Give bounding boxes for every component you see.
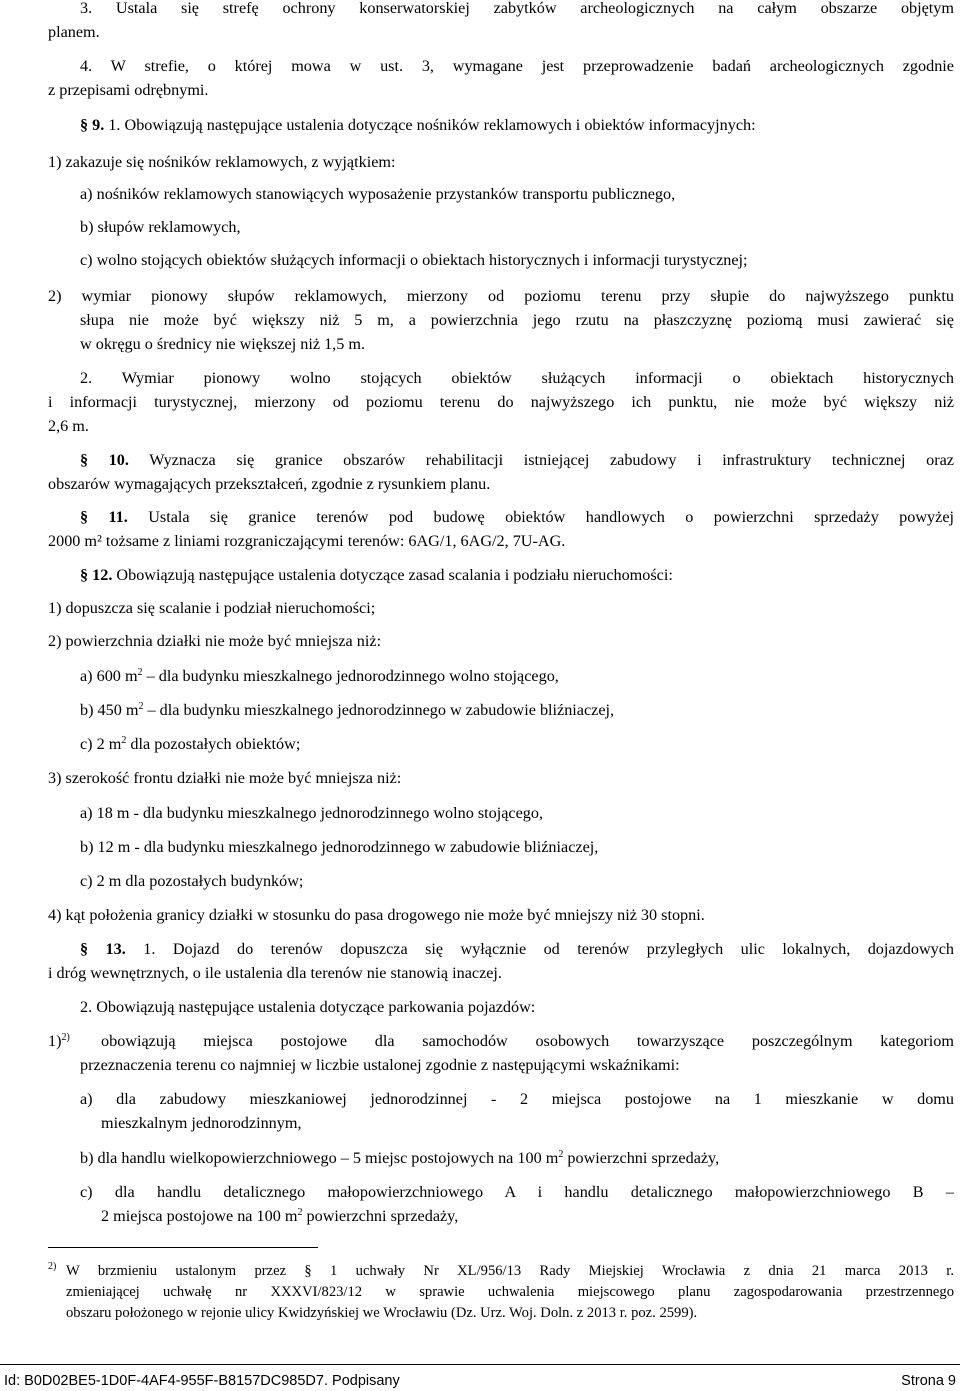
list-item	[80, 702, 954, 718]
superscript: 2	[121, 735, 127, 746]
section-number: § 10.	[80, 451, 129, 469]
text-span: dla pozostałych obiektów;	[126, 735, 301, 753]
text-line: i dróg wewnętrznych, o ile ustalenia dla terenów nie stanowią inaczej.	[48, 964, 502, 982]
text-line: w okręgu o średnicy nie większej niż 1,5 m.	[80, 335, 366, 353]
footnote-line: obszaru położonego w rejonie ulicy Kwidzyńskiej we Wrocławiu (Dz. Urz. Woj. Doln. z 2013 r. poz. 2599).	[66, 1305, 698, 1321]
footnote-marker	[48, 1261, 62, 1279]
text-line: Wyznacza się granice obszarów rehabilitacji istniejącej zabudowy i infrastruktury technicznej oraz	[149, 451, 954, 469]
footnote-separator	[48, 1247, 318, 1248]
text-line: 3) szerokość frontu działki nie może być mniejsza niż:	[48, 769, 402, 787]
footer-rule	[0, 1364, 960, 1365]
text-line: słupa nie może być większy niż 5 m, a powierzchnia jego rzutu na płaszczyznę poziomą musi zawierać się	[80, 311, 954, 329]
footer-page-number: Strona 9	[901, 1373, 956, 1389]
text-span: b) dla handlu wielkopowierzchniowego – 5 miejsc postojowych na 100 m	[80, 1149, 559, 1167]
list-item	[80, 1150, 954, 1166]
text-line: 2,6 m.	[48, 417, 89, 435]
paragraph-13	[80, 941, 954, 957]
text-line: 2. Wymiar pionowy wolno stojących obiektów służących informacji o obiektach historycznych	[80, 369, 954, 387]
text-span: – dla budynku mieszkalnego jednorodzinnego wolno stojącego,	[142, 667, 559, 685]
footnote-line: W brzmieniu ustalonym przez § 1 uchwały Nr XL/956/13 Rady Miejskiej Wrocławia z dnia 21 marca 2013 r.	[66, 1263, 954, 1279]
text-line: a) 18 m - dla budynku mieszkalnego jednorodzinnego wolno stojącego,	[80, 804, 544, 822]
text-span: a) 600 m	[80, 667, 138, 685]
text-span: powierzchni sprzedaży,	[302, 1207, 459, 1225]
text-line: przeznaczenia terenu co najmniej w liczbie ustalonej zgodnie z następującymi wskaźnikami:	[80, 1056, 680, 1074]
paragraph-10	[80, 452, 954, 468]
footnote-line: zmieniającej uchwałę nr XXXVI/823/12 w sprawie uchwalenia miejscowego planu zagospodarowania przestrzennego	[66, 1284, 954, 1300]
text-line: 4) kąt położenia granicy działki w stosunku do pasa drogowego nie może być mniejszy niż 30 stopni.	[48, 906, 705, 924]
text-line: 2) wymiar pionowy słupów reklamowych, mierzony od poziomu terenu przy słupie do najwyższego punktu	[48, 287, 954, 305]
footer-document-id: Id: B0D02BE5-1D0F-4AF4-955F-B8157DC985D7. Podpisany	[4, 1373, 400, 1389]
text-line: a) dla zabudowy mieszkaniowej jednorodzinnej - 2 miejsca postojowe na 1 mieszkanie w domu	[80, 1090, 954, 1108]
text-line: Obowiązują następujące ustalenia dotyczące zasad scalania i podziału nieruchomości:	[116, 566, 673, 584]
text-span: c) 2 m	[80, 735, 122, 753]
list-item	[80, 668, 954, 684]
text-line: 1. Dojazd do terenów dopuszcza się wyłącznie od terenów przyległych ulic lokalnych, dojazdowych	[143, 940, 955, 958]
text-span: powierzchni sprzedaży,	[563, 1149, 720, 1167]
text-line: 1. Obowiązują następujące ustalenia dotyczące nośników reklamowych i obiektów informacyjnych:	[108, 116, 756, 134]
text-span: 1)	[48, 1032, 62, 1050]
paragraph-11	[80, 509, 954, 525]
text-line: c) wolno stojących obiektów służących informacji o obiektach historycznych i informacji turystycznej;	[80, 251, 748, 269]
text-span: – dla budynku mieszkalnego jednorodzinnego w zabudowie bliźniaczej,	[143, 701, 615, 719]
text-line: z przepisami odrębnymi.	[48, 81, 209, 99]
text-line: 3. Ustala się strefę ochrony konserwatorskiej zabytków archeologicznych na całym obszarze objętym	[80, 0, 954, 17]
superscript: 2)	[61, 1032, 70, 1043]
text-line: i informacji turystycznej, mierzony od poziomu terenu do najwyższego ich punktu, nie może być większy niż	[48, 393, 954, 411]
paragraph-12-heading	[80, 567, 954, 583]
superscript: 2)	[48, 1261, 57, 1272]
superscript: 2	[138, 701, 144, 712]
text-line: c) dla handlu detalicznego małopowierzchniowego A i handlu detalicznego małopowierzchniowego B –	[80, 1183, 954, 1201]
text-line: 1) zakazuje się nośników reklamowych, z wyjątkiem:	[48, 153, 396, 171]
text-line: 2. Obowiązują następujące ustalenia dotyczące parkowania pojazdów:	[80, 998, 536, 1016]
text-line: 2) powierzchnia działki nie może być mniejsza niż:	[48, 632, 382, 650]
text-line: planem.	[48, 23, 100, 41]
text-line: mieszkalnym jednorodzinnym,	[101, 1114, 302, 1132]
list-item	[101, 1208, 954, 1224]
paragraph-9-heading	[80, 117, 954, 133]
text-line: obszarów wymagających przekształceń, zgodnie z rysunkiem planu.	[48, 475, 491, 493]
text-line: c) 2 m dla pozostałych budynków;	[80, 872, 304, 890]
text-line: 4. W strefie, o której mowa w ust. 3, wymagane jest przeprowadzenie badań archeologicznych zgodnie	[80, 57, 954, 75]
text-line: 2000 m² tożsame z liniami rozgraniczającymi terenów: 6AG/1, 6AG/2, 7U-AG.	[48, 532, 566, 550]
superscript: 2	[297, 1207, 303, 1218]
section-number: § 12.	[80, 566, 113, 584]
text-line: a) nośników reklamowych stanowiących wyposażenie przystanków transportu publicznego,	[80, 185, 676, 203]
text-span: b) 450 m	[80, 701, 139, 719]
text-span: 2 miejsca postojowe na 100 m	[101, 1207, 298, 1225]
superscript: 2	[137, 667, 143, 678]
section-number: § 11.	[80, 508, 128, 526]
text-line: obowiązują miejsca postojowe dla samochodów osobowych towarzyszące poszczególnym kategoriom	[101, 1032, 954, 1050]
text-line: b) słupów reklamowych,	[80, 218, 241, 236]
text-line: Ustala się granice terenów pod budowę obiektów handlowych o powierzchni sprzedaży powyżej	[148, 508, 954, 526]
list-item	[80, 736, 954, 752]
section-number: § 9.	[80, 116, 105, 134]
text-line: 1) dopuszcza się scalanie i podział nieruchomości;	[48, 599, 376, 617]
text-line: b) 12 m - dla budynku mieszkalnego jednorodzinnego w zabudowie bliźniaczej,	[80, 838, 599, 856]
list-marker	[48, 1033, 78, 1049]
section-number: § 13.	[80, 940, 126, 958]
superscript: 2	[558, 1149, 564, 1160]
